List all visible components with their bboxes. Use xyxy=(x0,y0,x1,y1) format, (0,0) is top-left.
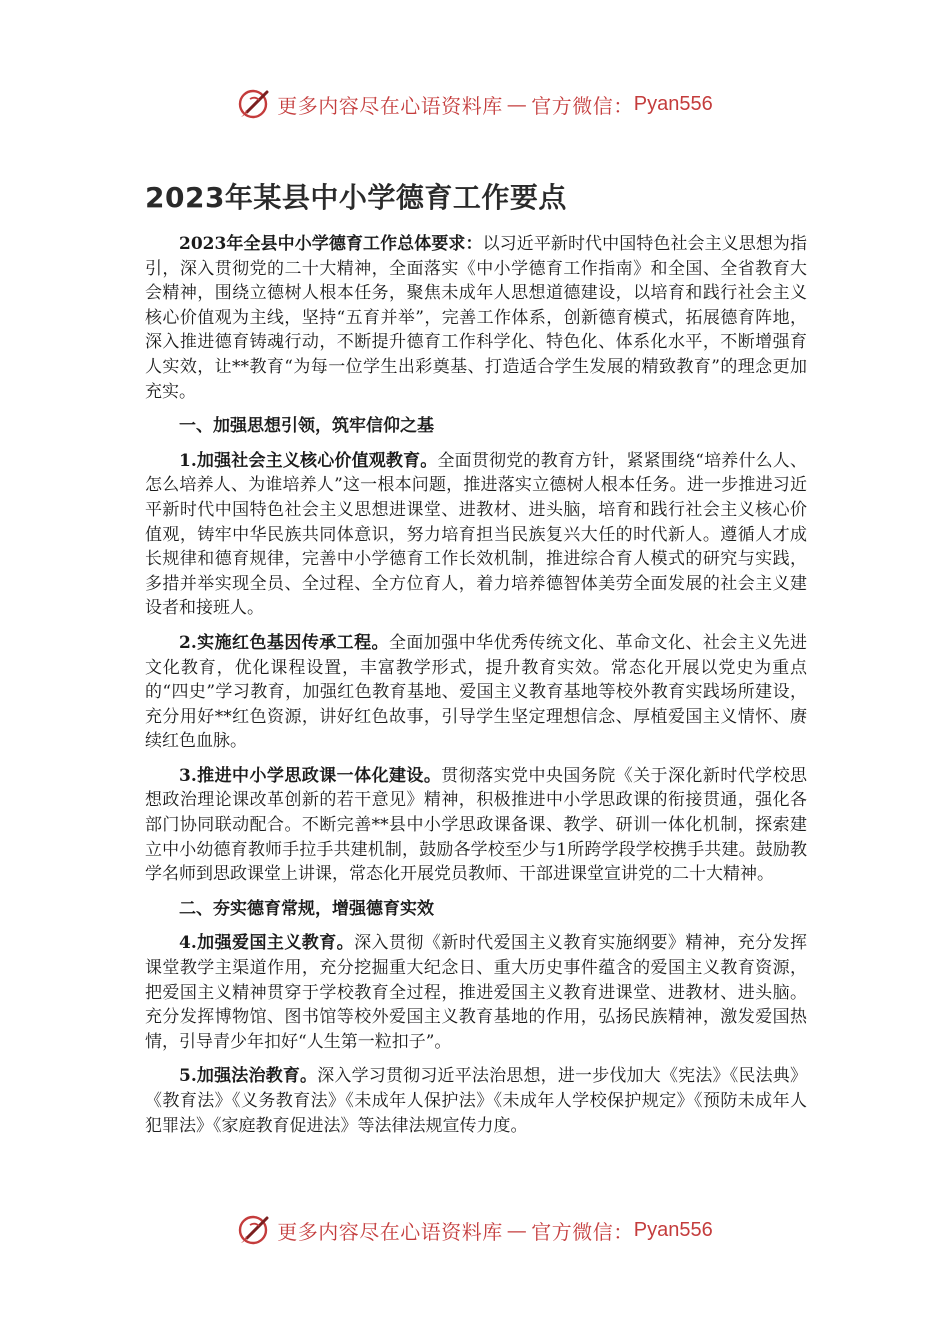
intro-lead: 2023年全县中小学德育工作总体要求： xyxy=(179,234,483,254)
section-heading-1: 一、加强思想引领，筑牢信仰之基 xyxy=(179,416,434,437)
banner-wechat-label: 官方微信： xyxy=(531,93,634,118)
item-paragraph-5 xyxy=(145,1064,807,1138)
item-text: 深入学习贯彻习近平法治思想，进一步伐加大《宪法》《民法典》《教育法》《义务教育法》《未成年人保护法》《未成年人学校保护规定》《预防未成年人犯罪法》《家庭教育促进法》等法律法规宣传力度。 xyxy=(145,1066,807,1136)
intro-text: 以习近平新时代中国特色社会主义思想为指引，深入贯彻党的二十大精神，全面落实《中小学德育工作指南》和全国、全省教育大会精神，围绕立德树人根本任务，聚焦未成年人思想道德建设，以培育和践行社会主义核心价值观为主线，坚持“五育并举”，完善工作体系，创新德育模式，拓展德育阵地，深入推进德育铸魂行动，不断提升德育工作科学化、特色化、体系化水平，不断增强育人实效，让**教育“为每一位学生出彩奠基、打造适合学生发展的精致教育”的理念更加充实。 xyxy=(145,234,807,402)
banner-wechat-label: 官方微信： xyxy=(531,1219,634,1244)
banner-separator: — xyxy=(506,92,528,116)
item-paragraph-2 xyxy=(145,631,807,754)
intro-paragraph xyxy=(145,232,807,404)
document-title: 2023年某县中小学德育工作要点 xyxy=(145,181,567,214)
banner-text: 更多内容尽在心语资料库 xyxy=(277,93,503,118)
item-lead: 1.加强社会主义核心价值观教育。 xyxy=(179,450,438,471)
item-lead: 3.推进中小学思政课一体化建设。 xyxy=(179,765,442,786)
item-lead: 4.加强爱国主义教育。 xyxy=(179,933,355,954)
banner-wechat-id: Pyan556 xyxy=(633,92,713,115)
item-text: 全面加强中华优秀传统文化、革命文化、社会主义先进文化教育，优化课程设置，丰富教学形式，提升教育实效。常态化开展以党史为重点的“四史”学习教育，加强红色教育基地、爱国主义教育基地等校外教育实践场所建设，充分用好**红色资源，讲好红色故事，引导学生坚定理想信念、厚植爱国主义情怀、赓续红色血脉。 xyxy=(145,632,808,752)
brush-logo-icon xyxy=(237,86,273,122)
item-paragraph-3 xyxy=(145,764,807,887)
banner-wechat-id: Pyan556 xyxy=(633,1218,713,1241)
banner-text: 更多内容尽在心语资料库 xyxy=(277,1219,503,1244)
item-text: 贯彻落实党中央国务院《关于深化新时代学校思想政治理论课改革创新的若干意见》精神，积极推进中小学思政课的衔接贯通，强化各部门协同联动配合。不断完善**县中小学思政课备课、教学、研训一体化机制，探索建立中小幼德育教师手拉手共建机制，鼓励各学校至少与1所跨学段学校携手共建。鼓励教学名师到思政课堂上讲课，常态化开展党员教师、干部进课堂宣讲党的二十大精神。 xyxy=(145,765,808,885)
brush-logo-icon xyxy=(237,1212,273,1248)
item-text: 全面贯彻党的教育方针，紧紧围绕“培养什么人、怎么培养人、为谁培养人”这一根本问题，推进落实立德树人根本任务。进一步推进习近平新时代中国特色社会主义思想进课堂、进教材、进头脑，培育和践行社会主义核心价值观，铸牢中华民族共同体意识，努力培育担当民族复兴大任的时代新人。遵循人才成长规律和德育规律，完善中小学德育工作长效机制，推进综合育人模式的研究与实践，多措并举实现全员、全过程、全方位育人，着力培养德智体美劳全面发展的社会主义建设者和接班人。 xyxy=(145,450,807,619)
item-paragraph-1 xyxy=(145,449,807,621)
item-paragraph-4 xyxy=(145,931,807,1054)
header-banner xyxy=(0,84,950,124)
section-heading-2: 二、夯实德育常规，增强德育实效 xyxy=(179,898,434,919)
banner-separator: — xyxy=(506,1218,528,1242)
item-text: 深入贯彻《新时代爱国主义教育实施纲要》精神，充分发挥课堂教学主渠道作用，充分挖掘重大纪念日、重大历史事件蕴含的爱国主义教育资源，把爱国主义精神贯穿于学校教育全过程，推进爱国主义教育进课堂、进教材、进头脑。充分发挥博物馆、图书馆等校外爱国主义教育基地的作用，弘扬民族精神，激发爱国热情，引导青少年扣好“人生第一粒扣子”。 xyxy=(145,933,808,1052)
document-body xyxy=(145,232,807,1148)
footer-banner xyxy=(0,1210,950,1250)
item-lead: 5.加强法治教育。 xyxy=(179,1066,318,1087)
item-lead: 2.实施红色基因传承工程。 xyxy=(179,632,389,653)
